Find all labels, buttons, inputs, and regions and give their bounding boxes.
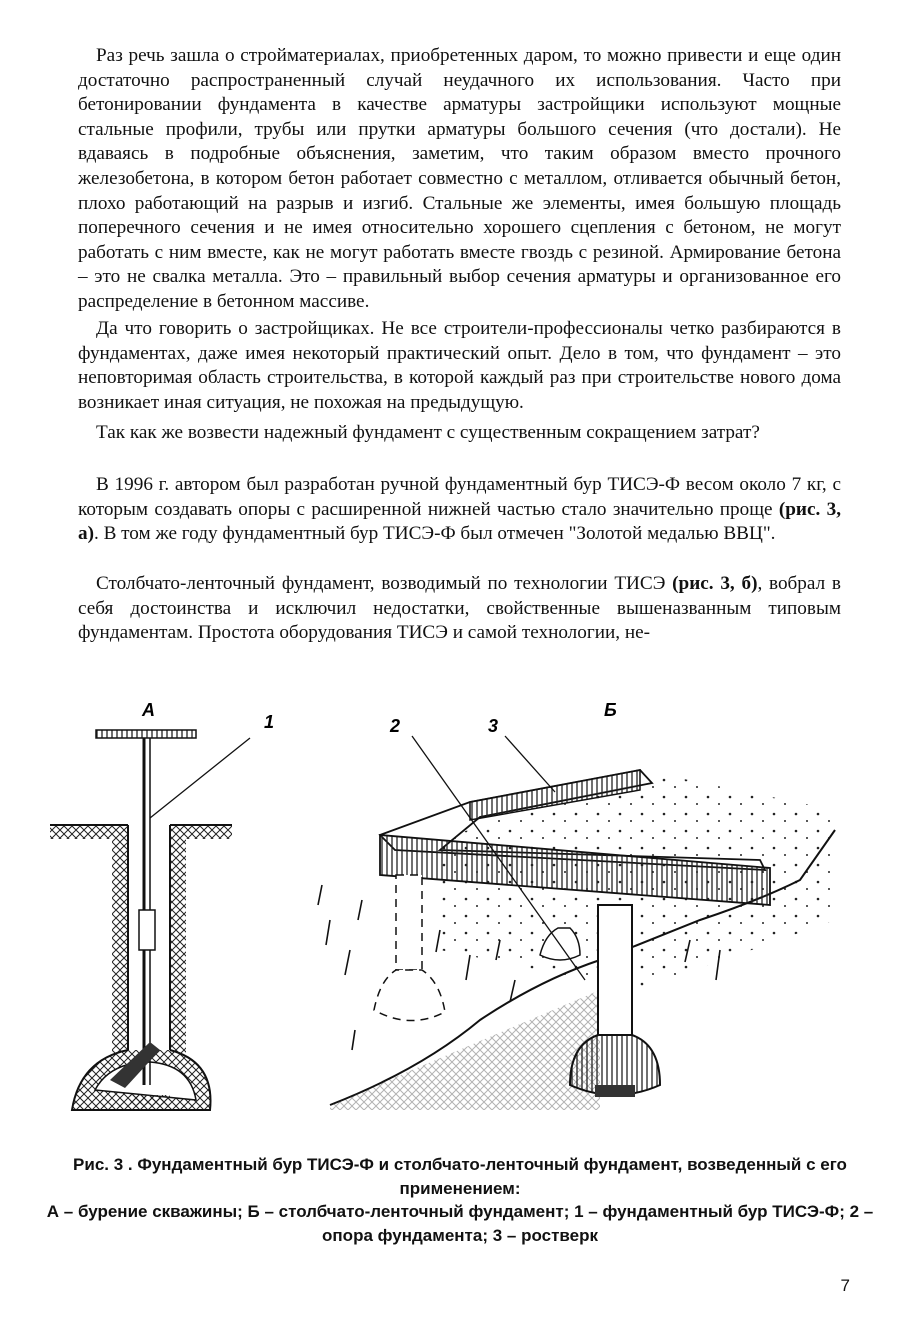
strip-foundation-diagram: [318, 700, 835, 1110]
caption-line-2: А – бурение скважины; Б – столбчато-ленточный фундамент; 1 – фундаментный бур ТИСЭ-Ф; 2 – опора фундамента; 3 – ростверк: [46, 1202, 874, 1245]
figure-caption: [40, 1153, 880, 1247]
paragraph-4: [78, 473, 841, 547]
foundation-illustration: [0, 690, 920, 1140]
paragraph-2: Да что говорить о застройщиках. Не все строители-профессионалы четко разбираются в фундаментах, даже имея некоторый практический опыт. Дело в том, что фундамент – это неповторимая область строительства, в которой каждый раз при строительстве нового дома возникает иная ситуация, не похожая на предыдущую.: [78, 318, 841, 413]
paragraph-3: Так как же возвести надежный фундамент с существенным сокращением затрат?: [96, 422, 760, 443]
figure-reference-b: (рис. 3, б): [672, 573, 758, 594]
paragraph-5-text-a: Столбчато-ленточный фундамент, возводимый по технологии ТИСЭ: [96, 573, 673, 594]
label-2: 2: [390, 716, 401, 736]
paragraph-1: Раз речь зашла о стройматериалах, приобретенных даром, то можно привести и еще один достаточно распространенный случай неудачного их использования. Часто при бетонировании фундамента в качестве арматуры застройщики используют мощные стальные профили, трубы или прутки арматуры большого сечения (что достали). Не вдаваясь в подробные объяснения, заметим, что таким образом вместо прочного железобетона, в котором бетон работает совместно с металлом, отливается обычный бетон, плохо работающий на разрыв и изгиб. Стальные же элементы, имея большую площадь поперечного сечения и не имея относительно хорошего сцепления с бетоном, не могут работать с ним вместе, как не могут работать вместе гвоздь с резиной. Армирование бетона – это не свалка металла. Это – правильный выбор сечения арматуры и организованное его распределение в бетонном массиве.: [78, 45, 841, 312]
figure-reference-a: (рис. 3, а): [78, 498, 841, 545]
paragraph-5: [78, 572, 841, 646]
paragraph-4-text-c: . В том же году фундаментный бур ТИСЭ-Ф был отмечен "Золотой медалью ВВЦ".: [93, 523, 776, 545]
drilling-diagram: [50, 700, 274, 1110]
page-number: 7: [840, 1276, 850, 1295]
paragraph-4-text-a: В 1996 г. автором был разработан ручной фундаментный бур ТИСЭ-Ф весом около 7 кг, с которым создавать опоры с расширенной нижней частью стало значительно проще: [78, 474, 841, 520]
label-b: Б: [604, 700, 617, 720]
label-1: 1: [264, 712, 275, 732]
paragraph-5-text-c: , вобрал в себя достоинства и исключил недостатки, свойственные вышеназванным типовым фундаментам. Простота оборудования ТИСЭ и самой технологии, не-: [78, 573, 841, 644]
label-a: А: [142, 700, 155, 720]
label-3: 3: [488, 716, 499, 736]
caption-line-1: Рис. 3 . Фундаментный бур ТИСЭ-Ф и столбчато-ленточный фундамент, возведенный с его применением:: [73, 1155, 847, 1198]
